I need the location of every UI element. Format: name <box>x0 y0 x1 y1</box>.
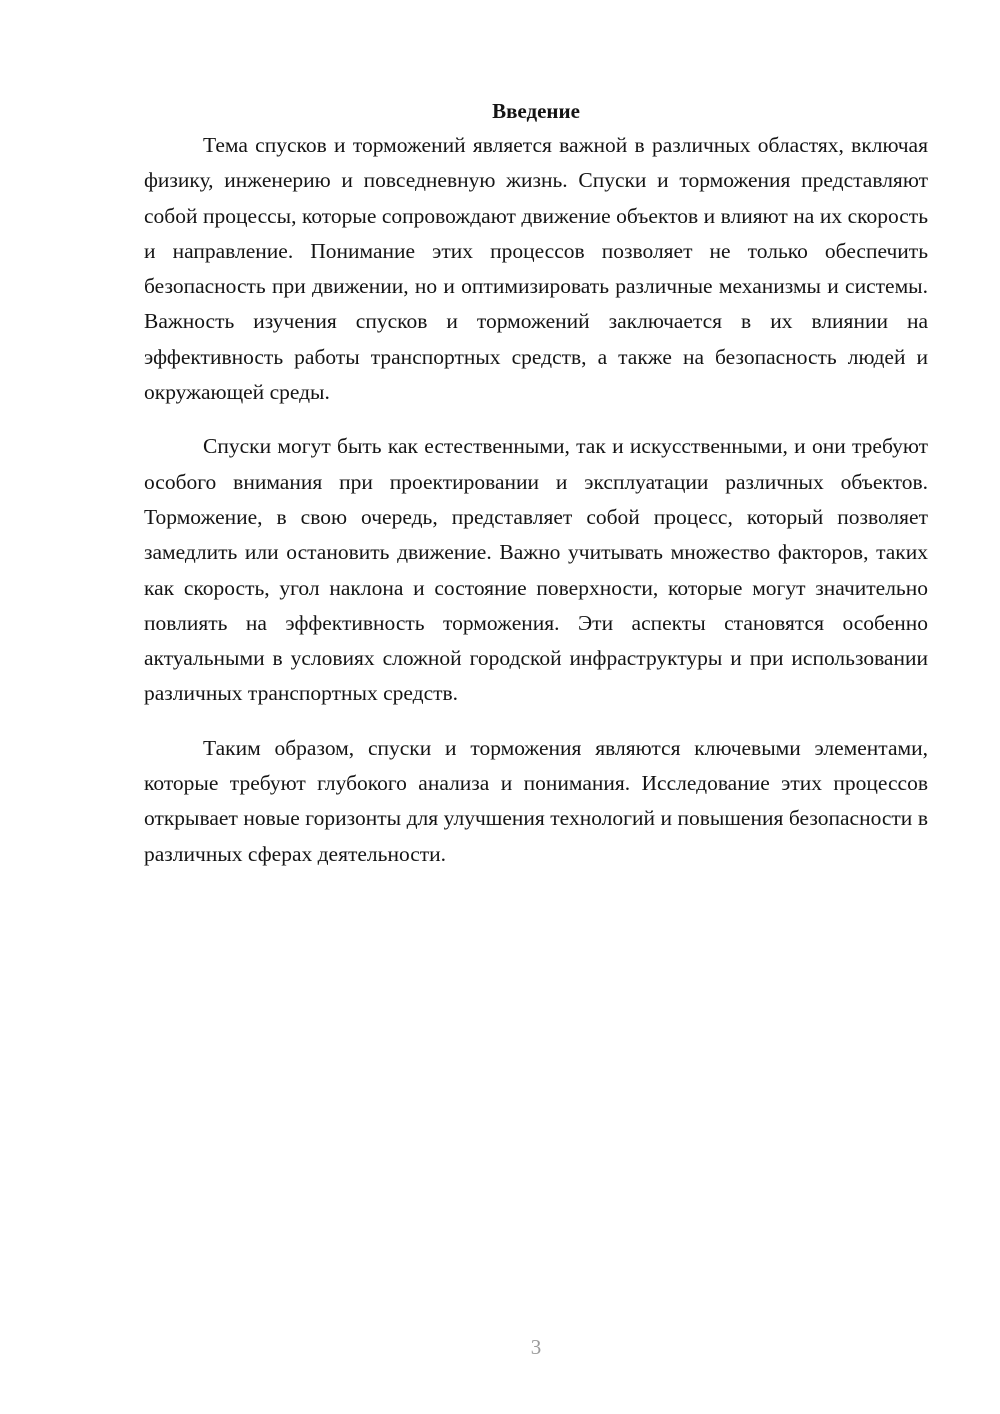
section-heading: Введение <box>492 99 580 123</box>
paragraph-1: Тема спусков и торможений является важной в различных областях, включая физику, инженерию и повседневную жизнь. Спуски и торможения представляют собой процессы, которые сопровождают движение объектов и влияют на их скорость и направление. Понимание этих процессов позволяет не только обеспечить безопасность при движении, но и оптимизировать различные механизмы и системы. Важность изучения спусков и торможений заключается в их влиянии на эффективность работы транспортных средств, а также на безопасность людей и окружающей среды. <box>144 133 928 405</box>
page-content <box>144 94 928 872</box>
page-number: 3 <box>530 1335 542 1359</box>
paragraph-2: Спуски могут быть как естественными, так и искусственными, и они требуют особого внимания при проектировании и эксплуатации различных объектов. Торможение, в свою очередь, представляет собой процесс, который позволяет замедлить или остановить движение. Важно учитывать множество факторов, таких как скорость, угол наклона и состояние поверхности, которые могут значительно повлиять на эффективность торможения. Эти аспекты становятся особенно актуальными в условиях сложной городской инфраструктуры и при использовании различных транспортных средств. <box>144 434 928 706</box>
paragraph-3: Таким образом, спуски и торможения являются ключевыми элементами, которые требуют глубокого анализа и понимания. Исследование этих процессов открывает новые горизонты для улучшения технологий и повышения безопасности в различных сферах деятельности. <box>144 735 928 866</box>
